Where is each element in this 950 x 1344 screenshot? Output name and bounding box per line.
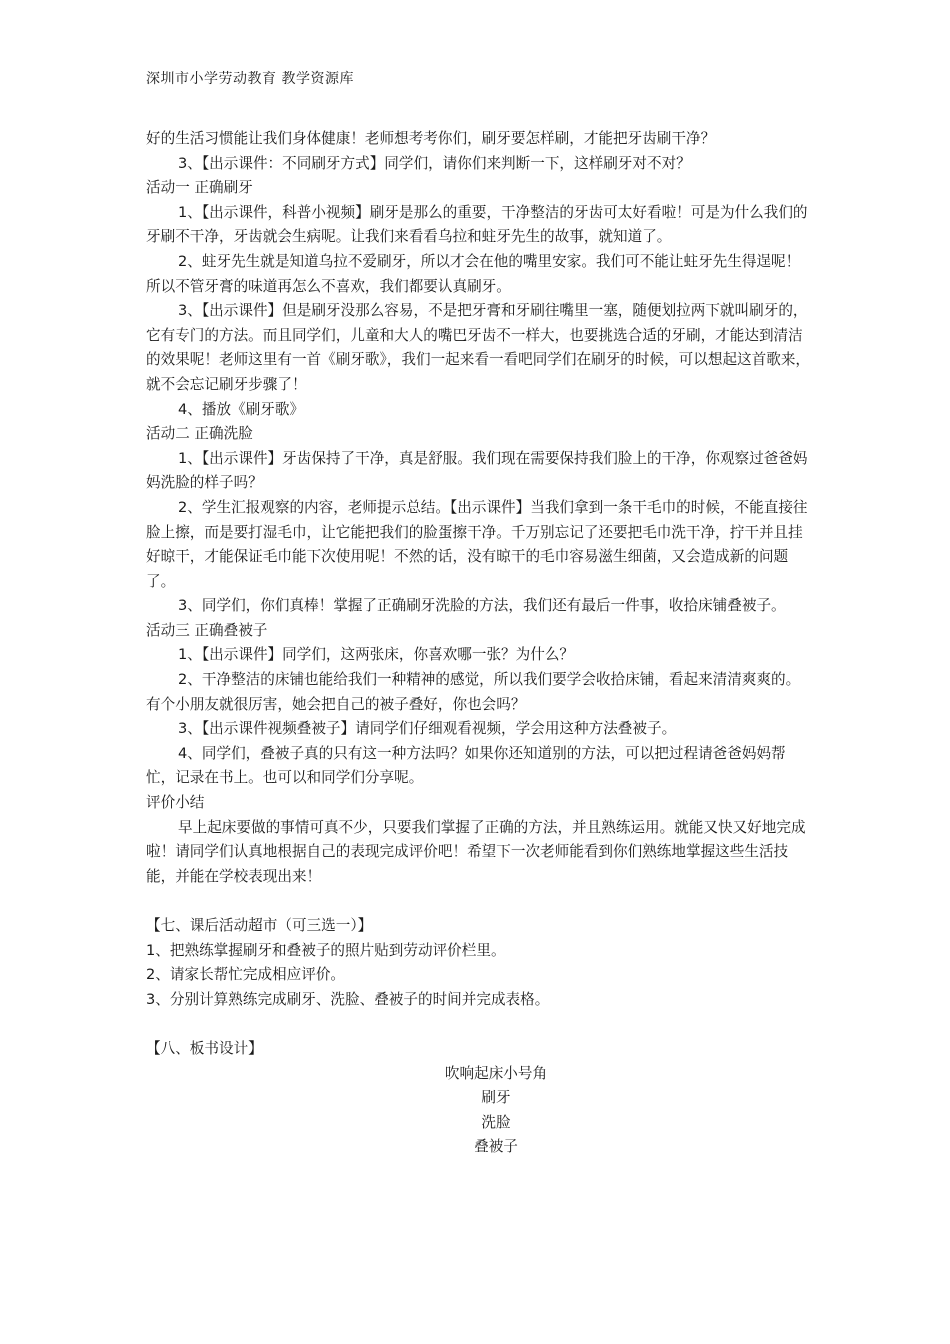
activity-1-item: 2、蛀牙先生就是知道乌拉不爱刷牙，所以才会在他的嘴里安家。我们可不能让蛀牙先生得逞呢！所以不管牙膏的味道再怎么不喜欢，我们都要认真刷牙。	[146, 252, 801, 295]
activity-2-item: 2、学生汇报观察的内容，老师提示总结。【出示课件】当我们拿到一条干毛巾的时候，不能直接往脸上擦，而是要打湿毛巾，让它能把我们的脸蛋擦干净。千万别忘记了还要把毛巾洗干净，拧干并且挂好晾干，才能保证毛巾能下次使用呢！不然的话，没有晾干的毛巾容易滋生细菌，又会造成新的问题了。	[146, 498, 808, 590]
board-design	[146, 1062, 846, 1160]
board-line: 叠被子	[474, 1138, 518, 1156]
section-7-item: 2、请家长帮忙完成相应评价。	[146, 966, 346, 984]
activity-1-item: 1、【出示课件，科普小视频】刷牙是那么的重要，干净整洁的牙齿可太好看啦！可是为什么我们的牙刷不干净，牙齿就会生病呢。让我们来看看乌拉和蛀牙先生的故事，就知道了。	[146, 203, 808, 246]
board-line: 吹响起床小号角	[444, 1064, 548, 1082]
summary-text: 早上起床要做的事情可真不少，只要我们掌握了正确的方法，并且熟练运用。就能又快又好地完成啦！请同学们认真地根据自己的表现完成评价吧！希望下一次老师能看到你们熟练地掌握这些生活技能，并能在学校表现出来！	[146, 818, 806, 885]
activity-1-item: 3、【出示课件】但是刷牙没那么容易，不是把牙膏和牙刷往嘴里一塞，随便划拉两下就叫刷牙的，它有专门的方法。而且同学们，儿童和大人的嘴巴牙齿不一样大，也要挑选合适的牙刷，才能达到清洁的效果呢！老师这里有一首《刷牙歌》，我们一起来看一看吧同学们在刷牙的时候，可以想起这首歌来，就不会忘记刷牙步骤了！	[146, 302, 811, 393]
activity-2-title: 活动二 正确洗脸	[146, 425, 253, 443]
activity-1-title: 活动一 正确刷牙	[146, 179, 253, 197]
summary-title: 评价小结	[146, 794, 205, 812]
document-body	[146, 127, 812, 1160]
spacer	[146, 889, 812, 914]
page-header: 深圳市小学劳动教育 教学资源库	[146, 71, 354, 87]
activity-2-item: 1、【出示课件】牙齿保持了干净，真是舒服。我们现在需要保持我们脸上的干净，你观察过爸爸妈妈洗脸的样子吗？	[146, 449, 808, 492]
section-8-title: 【八、板书设计】	[146, 1039, 263, 1057]
section-7-item: 1、把熟练掌握刷牙和叠被子的照片贴到劳动评价栏里。	[146, 941, 506, 959]
activity-1-item: 4、播放《刷牙歌》	[178, 400, 305, 418]
activity-3-item: 2、干净整洁的床铺也能给我们一种精神的感觉，所以我们要学会收拾床铺，看起来清清爽爽的。有个小朋友就很厉害，她会把自己的被子叠好，你也会吗？	[146, 671, 801, 713]
board-line: 刷牙	[481, 1089, 511, 1107]
intro-line: 好的生活习惯能让我们身体健康！老师想考考你们，刷牙要怎样刷，才能把牙齿刷干净？	[146, 130, 716, 147]
section-7-item: 3、分别计算熟练完成刷牙、洗脸、叠被子的时间并完成表格。	[146, 990, 550, 1008]
spacer	[146, 1012, 812, 1037]
activity-3-item: 1、【出示课件】同学们，这两张床，你喜欢哪一张？为什么？	[178, 646, 575, 664]
section-7-title: 【七、课后活动超市（可三选一）】	[146, 917, 373, 934]
activity-2-item: 3、同学们，你们真棒！掌握了正确刷牙洗脸的方法，我们还有最后一件事，收拾床铺叠被子。	[178, 597, 786, 615]
intro-item-3: 3、【出示课件：不同刷牙方式】同学们，请你们来判断一下，这样刷牙对不对？	[178, 154, 691, 172]
board-line: 洗脸	[481, 1113, 511, 1131]
activity-3-item: 4、同学们，叠被子真的只有这一种方法吗？如果你还知道别的方法，可以把过程请爸爸妈妈帮忙，记录在书上。也可以和同学们分享呢。	[146, 744, 786, 787]
activity-3-item: 3、【出示课件视频叠被子】请同学们仔细观看视频，学会用这种方法叠被子。	[178, 720, 677, 738]
activity-3-title: 活动三 正确叠被子	[146, 621, 268, 639]
